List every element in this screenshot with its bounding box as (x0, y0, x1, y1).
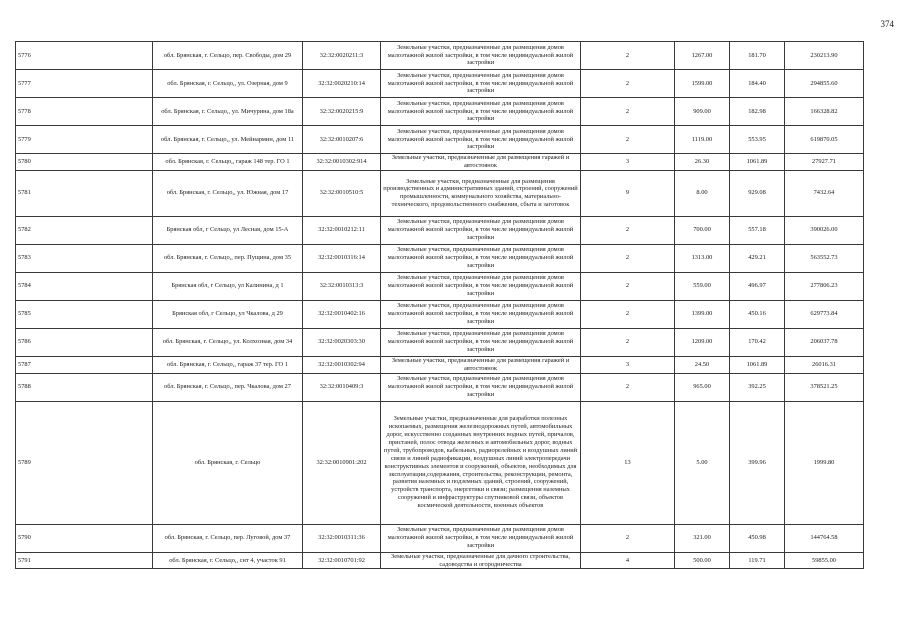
row-specific-value: 553.95 (730, 126, 785, 154)
row-cadastral-number: 32:32:0010901:202 (303, 401, 381, 524)
row-specific-value: 399.96 (730, 401, 785, 524)
row-cadastral-value: 294855.60 (785, 70, 864, 98)
row-area: 965.00 (675, 373, 730, 401)
row-area: 1267.00 (675, 42, 730, 70)
row-id: 5785 (16, 300, 153, 328)
row-group-code: 2 (581, 244, 675, 272)
row-specific-value: 1061.89 (730, 356, 785, 373)
row-cadastral-number: 32:32:0020215:9 (303, 98, 381, 126)
row-cadastral-number: 32:32:0020211:3 (303, 42, 381, 70)
row-address: Брянская обл, г Сельцо, ул Лесная, дом 15-А (153, 216, 303, 244)
row-cadastral-value: 563552.73 (785, 244, 864, 272)
table-row (16, 356, 864, 373)
row-group-code: 2 (581, 216, 675, 244)
row-cadastral-number: 32:32:0020210:14 (303, 70, 381, 98)
row-area: 1209.00 (675, 328, 730, 356)
row-cadastral-number: 32:32:0010316:14 (303, 244, 381, 272)
table-row (16, 272, 864, 300)
row-land-use: Земельные участки, предназначенные для размещения домов малоэтажной жилой застройки, в том числе индивидуальной жилой застройки (381, 328, 581, 356)
row-cadastral-number: 32:32:0010311:36 (303, 524, 381, 552)
row-cadastral-value: 206037.78 (785, 328, 864, 356)
row-area: 1399.00 (675, 300, 730, 328)
table-row (16, 300, 864, 328)
row-group-code: 2 (581, 328, 675, 356)
row-specific-value: 929.08 (730, 170, 785, 216)
row-specific-value: 557.18 (730, 216, 785, 244)
row-id: 5788 (16, 373, 153, 401)
row-area: 1119.00 (675, 126, 730, 154)
row-address: обл. Брянская, г. Сельцо,, ул. Озерная, дом 9 (153, 70, 303, 98)
row-area: 24.50 (675, 356, 730, 373)
row-land-use: Земельные участки, предназначенные для размещения гаражей и автостоянок (381, 356, 581, 373)
row-group-code: 9 (581, 170, 675, 216)
row-land-use: Земельные участки, предназначенные для размещения домов малоэтажной жилой застройки, в том числе индивидуальной жилой застройки (381, 300, 581, 328)
row-area: 1599.00 (675, 70, 730, 98)
row-group-code: 3 (581, 356, 675, 373)
row-group-code: 2 (581, 126, 675, 154)
row-id: 5790 (16, 524, 153, 552)
row-land-use: Земельные участки, предназначенные для размещения гаражей и автостоянок (381, 154, 581, 171)
row-cadastral-number: 32:32:0020303:30 (303, 328, 381, 356)
row-area: 8.00 (675, 170, 730, 216)
row-land-use: Земельные участки, предназначенные для размещения домов малоэтажной жилой застройки, в том числе индивидуальной жилой застройки (381, 98, 581, 126)
row-address: обл. Брянская, г. Сельцо,, ул. Мичурина, дом 18а (153, 98, 303, 126)
row-address: обл. Брянская, г. Сельцо,, гараж 148 тер. ГО 1 (153, 154, 303, 171)
row-area: 26.30 (675, 154, 730, 171)
row-cadastral-value: 144764.58 (785, 524, 864, 552)
row-group-code: 2 (581, 70, 675, 98)
row-group-code: 2 (581, 373, 675, 401)
row-cadastral-value: 629773.84 (785, 300, 864, 328)
row-area: 500.00 (675, 552, 730, 569)
row-area: 5.00 (675, 401, 730, 524)
row-cadastral-number: 32:32:0010302:94 (303, 356, 381, 373)
row-cadastral-value: 390026.00 (785, 216, 864, 244)
row-specific-value: 450.16 (730, 300, 785, 328)
row-specific-value: 1061.89 (730, 154, 785, 171)
row-area: 909.00 (675, 98, 730, 126)
row-land-use: Земельные участки, предназначенные для дачного строительства, садоводства и огородничества (381, 552, 581, 569)
row-cadastral-value: 1999.80 (785, 401, 864, 524)
row-group-code: 2 (581, 272, 675, 300)
row-land-use: Земельные участки, предназначенные для размещения домов малоэтажной жилой застройки, в том числе индивидуальной жилой застройки (381, 126, 581, 154)
row-id: 5777 (16, 70, 153, 98)
table-row (16, 552, 864, 569)
row-land-use: Земельные участки, предназначенные для размещения домов малоэтажной жилой застройки, в том числе индивидуальной жилой застройки (381, 272, 581, 300)
row-specific-value: 184.40 (730, 70, 785, 98)
row-cadastral-number: 32:32:0010212:11 (303, 216, 381, 244)
row-address: обл. Брянская, г. Сельцо, пер. Свободы, дом 29 (153, 42, 303, 70)
row-land-use: Земельные участки, предназначенные для размещения домов малоэтажной жилой застройки, в том числе индивидуальной жилой застройки (381, 524, 581, 552)
row-specific-value: 170.42 (730, 328, 785, 356)
table-row (16, 70, 864, 98)
row-group-code: 2 (581, 300, 675, 328)
registry-body (16, 42, 864, 569)
row-cadastral-value: 378521.25 (785, 373, 864, 401)
row-cadastral-value: 7432.64 (785, 170, 864, 216)
land-registry-table (15, 41, 864, 569)
row-id: 5781 (16, 170, 153, 216)
row-cadastral-value: 230213.90 (785, 42, 864, 70)
row-id: 5776 (16, 42, 153, 70)
row-land-use: Земельные участки, предназначенные для размещения производственных и административных зданий, строений, сооружений промышленности, коммунального хозяйства, материально-технического, продовольственного снабжения, сбыта и заготовок (381, 170, 581, 216)
row-id: 5786 (16, 328, 153, 356)
table-row (16, 373, 864, 401)
row-land-use: Земельные участки, предназначенные для размещения домов малоэтажной жилой застройки, в том числе индивидуальной жилой застройки (381, 42, 581, 70)
row-group-code: 3 (581, 154, 675, 171)
row-specific-value: 496.97 (730, 272, 785, 300)
table-row (16, 126, 864, 154)
row-address: обл. Брянская, г. Сельцо,, снт 4, участок 91 (153, 552, 303, 569)
table-row (16, 98, 864, 126)
row-land-use: Земельные участки, предназначенные для разработки полезных ископаемых, размещения железнодорожных путей, автомобильных дорог, искусственно созданных внутренних водных путей, причалов, пристаней, полос отвода железных и автомобильных дорог, водных путей, трубопроводов, кабельных, радиорелейных и воздушных линий связи и линий радиофикации, воздушных линий электропередачи конструктивных элементов и сооружений, объектов, необходимых для эксплуатации,содержания, строительства, реконструкции, ремонта, развития наземных и подземных зданий, строений, сооружений, устройств транспорта, энергетики и связи; размещения наземных сооружений и инфраструктуры спутниковой связи, объектов космической деятельности, военных объектов (381, 401, 581, 524)
row-cadastral-value: 166328.82 (785, 98, 864, 126)
row-cadastral-value: 26016.31 (785, 356, 864, 373)
row-address: обл. Брянская, г. Сельцо,, пер. Пущина, дом 35 (153, 244, 303, 272)
table-row (16, 244, 864, 272)
row-cadastral-number: 32:32:0010302:914 (303, 154, 381, 171)
row-group-code: 4 (581, 552, 675, 569)
row-area: 1313.00 (675, 244, 730, 272)
row-address: обл. Брянская, г. Сельцо,, гараж 37 тер. ГО 1 (153, 356, 303, 373)
row-group-code: 2 (581, 524, 675, 552)
row-id: 5789 (16, 401, 153, 524)
row-cadastral-value: 27927.71 (785, 154, 864, 171)
table-row (16, 524, 864, 552)
table-row (16, 154, 864, 171)
row-address: обл. Брянская, г. Сельцо,, ул. Мейнармин, дом 11 (153, 126, 303, 154)
table-row (16, 401, 864, 524)
row-group-code: 2 (581, 42, 675, 70)
row-address: обл. Брянская, г. Сельцо, пер. Луговой, дом 37 (153, 524, 303, 552)
row-id: 5780 (16, 154, 153, 171)
row-id: 5783 (16, 244, 153, 272)
table-row (16, 216, 864, 244)
row-cadastral-number: 32:32:0010701:92 (303, 552, 381, 569)
row-cadastral-number: 32:32:0010510:5 (303, 170, 381, 216)
row-group-code: 2 (581, 98, 675, 126)
table-row (16, 170, 864, 216)
row-area: 321.00 (675, 524, 730, 552)
row-land-use: Земельные участки, предназначенные для размещения домов малоэтажной жилой застройки, в том числе индивидуальной жилой застройки (381, 244, 581, 272)
row-id: 5791 (16, 552, 153, 569)
row-address: обл. Брянская, г. Сельцо (153, 401, 303, 524)
row-specific-value: 392.25 (730, 373, 785, 401)
row-cadastral-number: 32:32:0010409:3 (303, 373, 381, 401)
row-cadastral-number: 32:32:0010402:16 (303, 300, 381, 328)
row-cadastral-number: 32:32:0010207:6 (303, 126, 381, 154)
row-id: 5779 (16, 126, 153, 154)
row-group-code: 13 (581, 401, 675, 524)
row-cadastral-number: 32:32:0010313:3 (303, 272, 381, 300)
row-cadastral-value: 277806.23 (785, 272, 864, 300)
row-address: Брянская обл, г Сельцо, ул Чкалова, д 29 (153, 300, 303, 328)
row-id: 5784 (16, 272, 153, 300)
row-address: обл. Брянская, г. Сельцо,, ул. Колхозная, дом 34 (153, 328, 303, 356)
row-specific-value: 450.98 (730, 524, 785, 552)
table-row (16, 328, 864, 356)
page-number: 374 (880, 19, 894, 29)
row-area: 700.00 (675, 216, 730, 244)
row-address: Брянская обл, г Сельцо, ул Калинина, д 1 (153, 272, 303, 300)
row-address: обл. Брянская, г. Сельцо,, пер. Чкалова, дом 27 (153, 373, 303, 401)
row-cadastral-value: 59855.00 (785, 552, 864, 569)
row-id: 5782 (16, 216, 153, 244)
row-land-use: Земельные участки, предназначенные для размещения домов малоэтажной жилой застройки, в том числе индивидуальной жилой застройки (381, 216, 581, 244)
row-id: 5787 (16, 356, 153, 373)
row-id: 5778 (16, 98, 153, 126)
row-specific-value: 182.98 (730, 98, 785, 126)
row-address: обл. Брянская, г. Сельцо,, ул. Южная, дом 17 (153, 170, 303, 216)
row-area: 559.00 (675, 272, 730, 300)
row-specific-value: 181.70 (730, 42, 785, 70)
row-specific-value: 119.71 (730, 552, 785, 569)
row-land-use: Земельные участки, предназначенные для размещения домов малоэтажной жилой застройки, в том числе индивидуальной жилой застройки (381, 70, 581, 98)
table-row (16, 42, 864, 70)
row-specific-value: 429.21 (730, 244, 785, 272)
row-land-use: Земельные участки, предназначенные для размещения домов малоэтажной жилой застройки, в том числе индивидуальной жилой застройки (381, 373, 581, 401)
row-cadastral-value: 619870.05 (785, 126, 864, 154)
